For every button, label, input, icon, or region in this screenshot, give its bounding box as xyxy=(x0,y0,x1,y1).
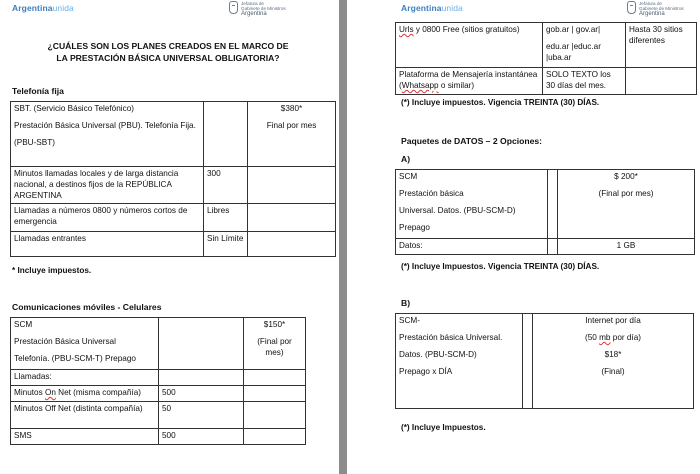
document-page-left xyxy=(0,0,339,474)
coat-of-arms-icon xyxy=(229,1,238,14)
ministry-label: Jefatura de Gabinete de Ministros Argentina xyxy=(241,1,286,17)
table-row: SMS 500 xyxy=(11,429,306,445)
plan-description: SCM Prestación Básica Universal Telefonía. (PBU-SCM-T) Prepago xyxy=(11,318,159,370)
free-sites-table xyxy=(395,22,697,95)
plan-price: $150* (Final por mes) xyxy=(244,318,306,370)
document-page-right xyxy=(347,0,700,474)
mobile-heading: Comunicaciones móviles - Celulares xyxy=(12,302,162,312)
table-row: Minutos Off Net (distinta compañía) 50 xyxy=(11,402,306,429)
taxes-note: * Incluye impuestos. xyxy=(12,266,92,275)
plan-price: $380* Final por mes xyxy=(248,102,336,167)
plan-description: SCM Prestación básica Universal. Datos. (PBU-SCM-D) Prepago xyxy=(396,170,548,239)
coat-of-arms-icon xyxy=(627,1,636,14)
table-row: Urls y 0800 Free (sitios gratuitos) gob.ar | gov.ar| edu.ar |educ.ar |uba.ar Hasta 30 sitios diferentes xyxy=(396,23,697,68)
plan-price: $ 200* (Final por mes) xyxy=(558,170,695,239)
option-a-table xyxy=(395,169,695,255)
table-row: Llamadas: xyxy=(11,370,306,386)
table-row: Llamadas a números 0800 y números cortos de emergencia Libres xyxy=(11,204,336,232)
table-row xyxy=(11,102,336,167)
table-row xyxy=(11,318,306,370)
table-row: Minutos llamadas locales y de larga distancia nacional, a destinos fijos de la REPÚBLICA ARGENTINA 300 xyxy=(11,167,336,204)
document-title: ¿CUÁLES SON LOS PLANES CREADOS EN EL MARCO DE LA PRESTACIÓN BÁSICA UNIVERSAL OBLIGATORIA? xyxy=(47,41,289,63)
plan-description: SBT. (Servicio Básico Telefónico) Prestación Básica Universal (PBU). Telefonía Fija. (PBU-SBT) xyxy=(11,102,204,167)
table-row: Minutos On Net (misma compañía) 500 xyxy=(11,386,306,402)
plan-price: Internet por día (50 mb por día) $18* (Final) xyxy=(533,314,694,409)
fixed-telephony-table xyxy=(10,101,336,257)
option-a-label: A) xyxy=(401,154,411,164)
table-row xyxy=(396,170,695,239)
taxes-note: (*) Incluye Impuestos. xyxy=(401,423,486,432)
table-row: Datos: 1 GB xyxy=(396,239,695,255)
validity-note: (*) Incluye Impuestos. Vigencia TREINTA (30) DÍAS. xyxy=(401,262,600,271)
data-packages-heading: Paquetes de DATOS – 2 Opciones: xyxy=(401,136,543,146)
option-b-label: B) xyxy=(401,298,411,308)
fixed-telephony-heading: Telefonía fija xyxy=(12,86,64,96)
table-row: Plataforma de Mensajería instantánea (Whatsapp o similar) SOLO TEXTO los 30 días del mes. xyxy=(396,68,697,95)
option-b-table xyxy=(395,313,694,409)
argentina-unida-logo: Argentinaunida xyxy=(12,3,74,13)
page-header xyxy=(347,0,700,22)
table-row xyxy=(396,314,694,409)
plan-description: SCM- Prestación básica Universal. Datos. (PBU-SCM-D) Prepago x DÍA xyxy=(396,314,523,409)
mobile-table xyxy=(10,317,306,445)
validity-note: (*) Incluye impuestos. Vigencia TREINTA (30) DÍAS. xyxy=(401,98,600,107)
ministry-label: Jefatura de Gabinete de Ministros Argentina xyxy=(639,1,684,17)
argentina-unida-logo: Argentinaunida xyxy=(401,3,463,13)
table-row: Llamadas entrantes Sin Límite xyxy=(11,232,336,257)
page-header xyxy=(0,0,339,22)
